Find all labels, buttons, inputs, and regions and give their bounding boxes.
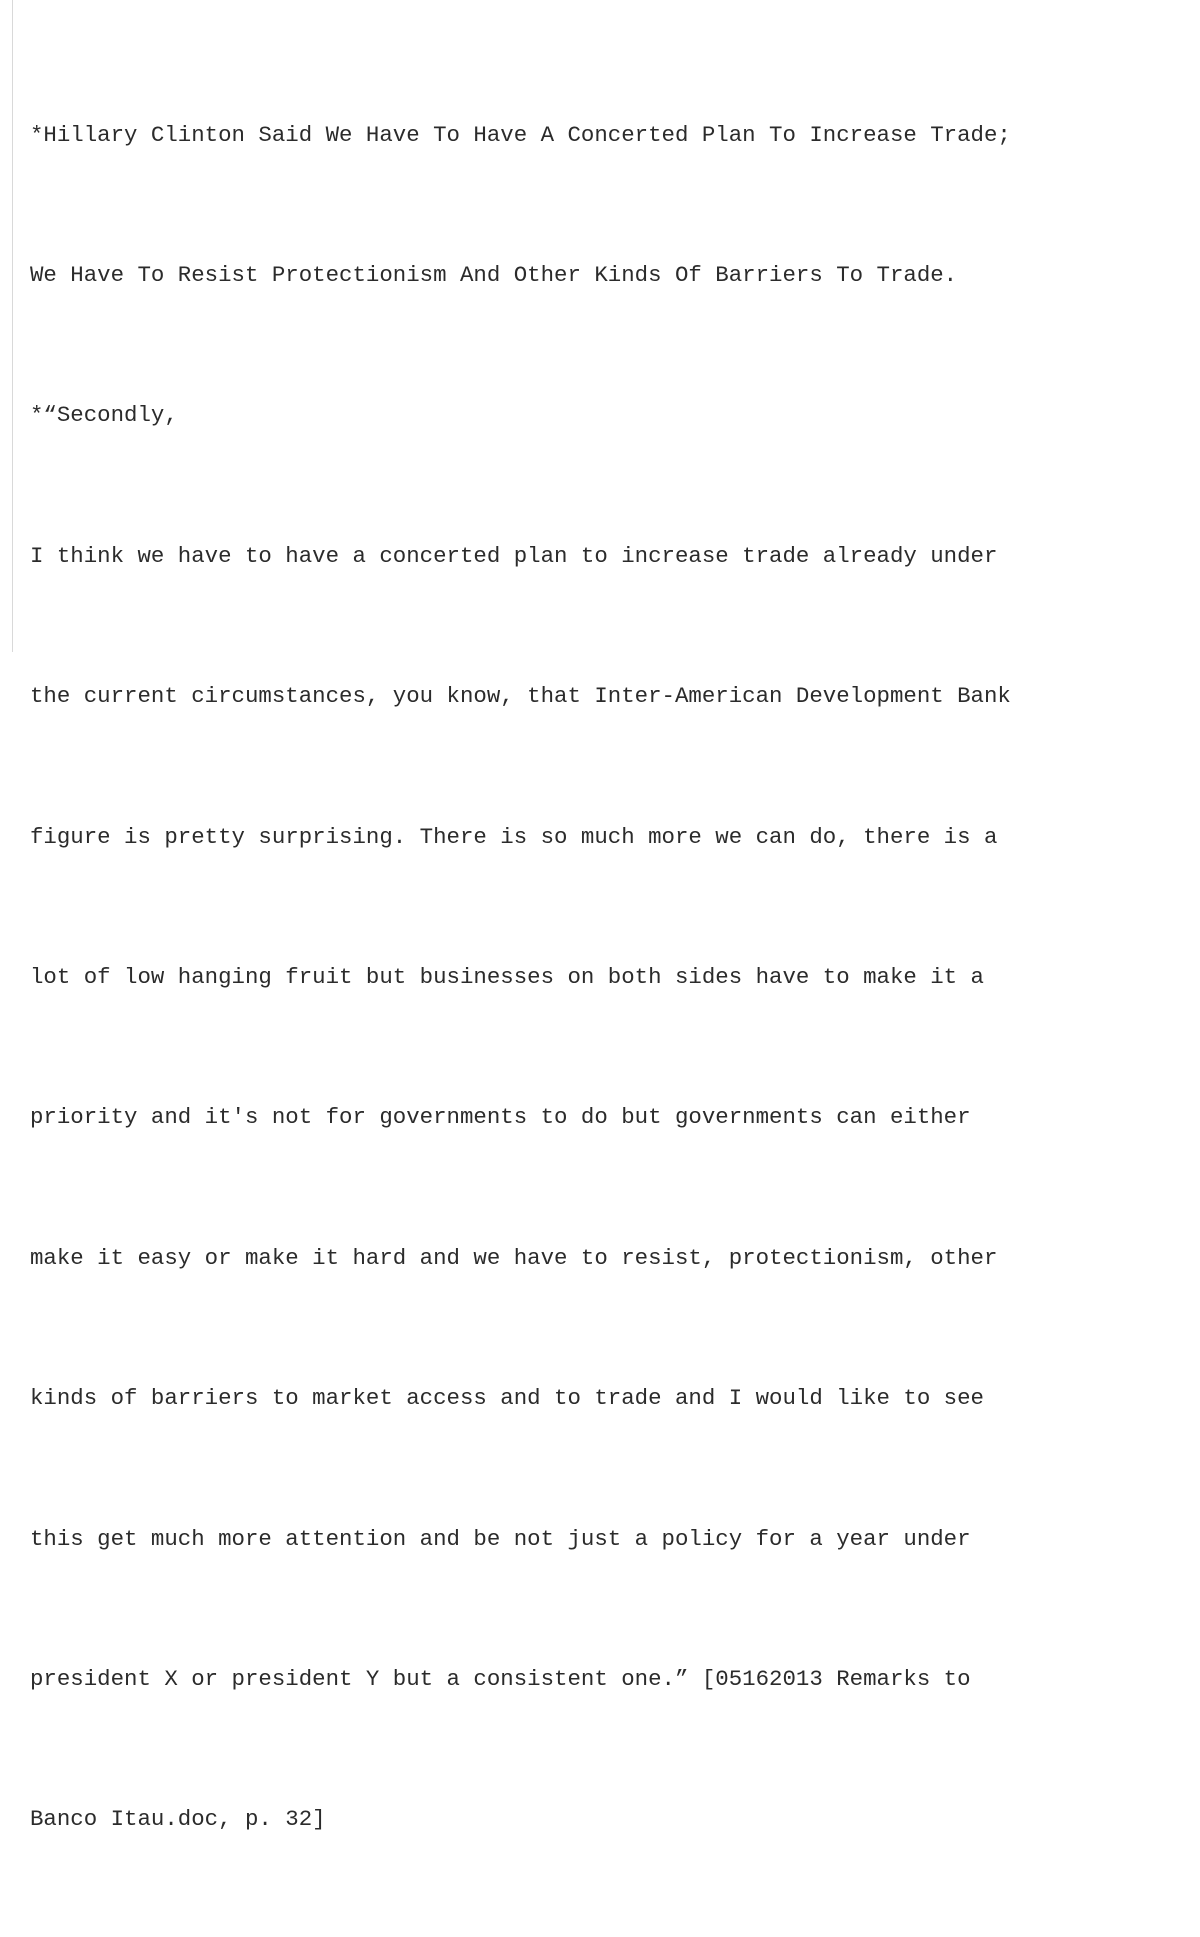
document-text	[30, 18, 1190, 1937]
headline-line-1: *Hillary Clinton Said We Have To Have A Concerted Plan To Increase Trade;	[30, 121, 1011, 148]
document-page	[12, 0, 1198, 1833]
quote-line: kinds of barriers to market access and to trade and I would like to see	[30, 1385, 984, 1412]
quote-line: the current circumstances, you know, that Inter-American Development Bank	[30, 683, 1011, 710]
headline-line-2: We Have To Resist Protectionism And Other Kinds Of Barriers To Trade.	[30, 261, 958, 288]
quote-line: president X or president Y but a consistent one.” [05162013 Remarks to	[30, 1665, 971, 1692]
quote-line: this get much more attention and be not just a policy for a year under	[30, 1525, 971, 1552]
quote-intro-line: *“Secondly,	[30, 402, 178, 429]
source-citation-line: Banco Itau.doc, p. 32]	[30, 1806, 326, 1833]
quote-line: priority and it's not for governments to do but governments can either	[30, 1104, 971, 1131]
quote-line: make it easy or make it hard and we have to resist, protectionism, other	[30, 1244, 998, 1271]
quote-line: I think we have to have a concerted plan to increase trade already under	[30, 542, 998, 569]
quote-line: lot of low hanging fruit but businesses on both sides have to make it a	[30, 963, 984, 990]
quote-line: figure is pretty surprising. There is so much more we can do, there is a	[30, 823, 998, 850]
